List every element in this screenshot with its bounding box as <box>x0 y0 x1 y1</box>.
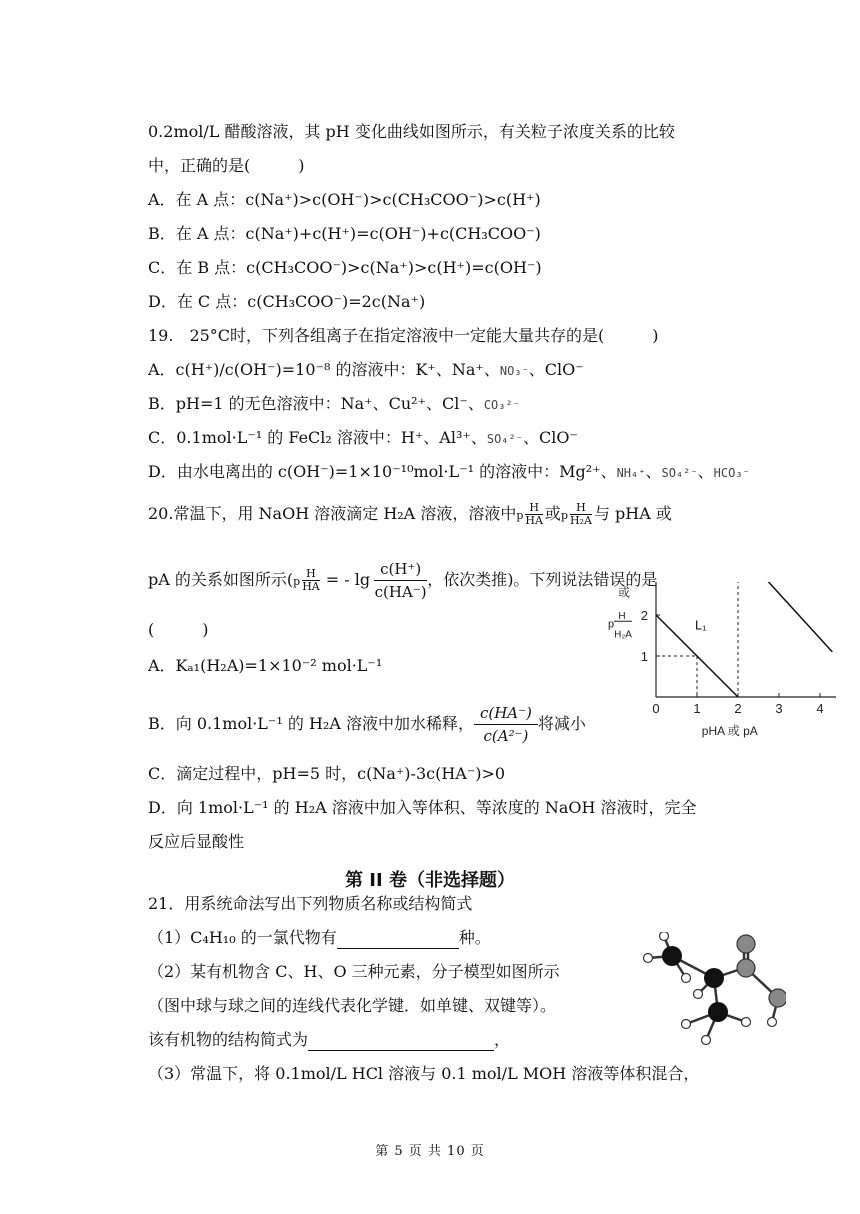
p-symbol: p <box>293 575 301 588</box>
q20-stem-tail: 与 pHA 或 <box>593 504 672 523</box>
q20-option-b <box>148 702 586 747</box>
neg-log: = - lg <box>325 570 371 589</box>
q18-stem-line2: 中，正确的是( ) <box>148 156 305 175</box>
q20-option-a: A．Kₐ₁(H₂A)=1×10⁻² mol·L⁻¹ <box>148 656 383 675</box>
y-axis-label-p2: p <box>608 618 615 631</box>
x-tick-label: 1 <box>693 701 701 716</box>
series-label-l1: L₁ <box>694 617 707 633</box>
sulfate-ion-2: SO₄²⁻ <box>661 466 698 480</box>
q19-d-text: D．由水电离出的 c(OH⁻)=1×10⁻¹⁰mol·L⁻¹ 的溶液中：Mg²⁺、 <box>148 462 617 481</box>
molecule-model-image <box>636 932 786 1052</box>
def-denominator: c(HA⁻) <box>374 583 427 601</box>
q18-option-d: D．在 C 点：c(CH₃COO⁻)=2c(Na⁺) <box>148 292 426 311</box>
y-tick-label: 2 <box>640 608 648 623</box>
q19-c-text: C．0.1mol·L⁻¹ 的 FeCl₂ 溶液中：H⁺、Al³⁺、 <box>148 428 487 447</box>
ammonium-ion: NH₄⁺ <box>616 466 646 480</box>
x-tick-label: 2 <box>734 701 742 716</box>
q20-stem-line1 <box>148 502 672 527</box>
q19-a-tail: 、ClO⁻ <box>528 360 584 379</box>
b-numerator: c(HA⁻) <box>474 702 538 725</box>
q20-chart <box>596 582 836 742</box>
q21-part2-line2: （图中球与球之间的连线代表化学键．如单键、双键等）。 <box>148 996 557 1015</box>
frac-den: HA <box>525 514 543 527</box>
y-axis-label-num2: H <box>618 611 626 623</box>
q21-part2-line3 <box>148 1030 510 1051</box>
p-symbol: p <box>516 509 524 522</box>
separator: 、 <box>645 462 662 481</box>
q19-option-b <box>148 394 520 415</box>
q19-option-c <box>148 428 578 449</box>
q18-option-c: C．在 B 点：c(CH₃COO⁻)>c(Na⁺)>c(H⁺)=c(OH⁻) <box>148 258 542 277</box>
q21-stem: 21．用系统命法写出下列物质名称或结构简式 <box>148 894 473 913</box>
bicarbonate-ion: HCO₃⁻ <box>713 466 750 480</box>
q19-a-text: A．c(H⁺)/c(OH⁻)=10⁻⁸ 的溶液中：K⁺、Na⁺、 <box>148 360 500 379</box>
definition-fraction <box>374 558 427 603</box>
q19-b-text: B．pH=1 的无色溶液中：Na⁺、Cu²⁺、Cl⁻、 <box>148 394 484 413</box>
frac-num: H <box>302 568 320 581</box>
answer-blank-2[interactable] <box>308 1030 494 1051</box>
fraction-h-over-ha <box>525 502 543 527</box>
q20-stem-line2 <box>148 558 657 603</box>
frac-den: HA <box>302 580 320 593</box>
series-line-2 <box>705 582 832 652</box>
q21-part1 <box>148 928 491 949</box>
answer-blank-1[interactable] <box>337 928 459 949</box>
q20-option-d-line2: 反应后显酸性 <box>148 832 245 851</box>
separator: 、 <box>697 462 714 481</box>
q21-part3: （3）常温下，将 0.1mol/L HCl 溶液与 0.1 mol/L MOH 溶液等体积混合， <box>148 1064 700 1083</box>
fraction-h-over-h2a <box>570 502 592 527</box>
or-word: 或 <box>544 504 561 523</box>
section-title: 第 II 卷（非选择题） <box>345 870 515 891</box>
frac-num: H <box>525 502 543 515</box>
x-tick-label: 3 <box>775 701 783 716</box>
page-footer: 第 5 页 共 10 页 <box>375 1144 485 1159</box>
b-denominator: c(A²⁻) <box>483 727 529 745</box>
frac-num: H <box>570 502 592 515</box>
x-axis-title: pHA 或 pA <box>701 724 758 738</box>
q20-stem2-tail: ，依次类推)。下列说法错误的是 <box>427 570 658 589</box>
y-axis-label-den2: H₂A <box>614 629 632 641</box>
q21-p1-tail: 种。 <box>458 928 491 947</box>
carbonate-ion: CO₃²⁻ <box>483 398 520 412</box>
y-axis-label-or: 或 <box>617 585 631 600</box>
def-numerator: c(H⁺) <box>374 558 427 581</box>
x-tick-label: 0 <box>652 701 660 716</box>
q19-stem: 19. 25°C时，下列各组离子在指定溶液中一定能大量共存的是( ) <box>148 326 659 345</box>
q20-option-c: C．滴定过程中，pH=5 时，c(Na⁺)-3c(HA⁻)>0 <box>148 764 506 783</box>
q19-option-d <box>148 462 750 483</box>
y-tick-label: 1 <box>640 649 648 664</box>
q19-option-a <box>148 360 584 381</box>
frac-den: H₂A <box>569 514 592 527</box>
nitrate-ion: NO₃⁻ <box>499 364 529 378</box>
q21-p1-text: （1）C₄H₁₀ 的一氯代物有 <box>148 928 337 947</box>
fraction-h-over-ha <box>302 568 320 593</box>
q20-answer-paren: ( ) <box>148 620 209 639</box>
q20-stem-text: 20.常温下，用 NaOH 溶液滴定 H₂A 溶液，溶液中 <box>148 504 517 523</box>
q20-stem2-text: pA 的关系如图所示( <box>148 570 294 589</box>
q21-p2-text: 该有机物的结构简式为 <box>148 1030 309 1049</box>
q18-option-a: A．在 A 点：c(Na⁺)>c(OH⁻)>c(CH₃COO⁻)>c(H⁺) <box>148 190 541 209</box>
q20-b-text: B．向 0.1mol·L⁻¹ 的 H₂A 溶液中加水稀释， <box>148 714 474 733</box>
p-symbol: p <box>560 509 568 522</box>
q20-b-tail: 将减小 <box>537 714 586 733</box>
q18-stem-line1: 0.2mol/L 醋酸溶液，其 pH 变化曲线如图所示，有关粒子浓度关系的比较 <box>148 122 675 141</box>
b-fraction <box>474 702 538 747</box>
sulfate-ion: SO₄²⁻ <box>486 432 523 446</box>
q19-c-tail: 、ClO⁻ <box>522 428 578 447</box>
q21-p2-tail: ， <box>494 1030 511 1049</box>
q21-part2-line1: （2）某有机物含 C、H、O 三种元素，分子模型如图所示 <box>148 962 560 981</box>
q20-option-d-line1: D．向 1mol·L⁻¹ 的 H₂A 溶液中加入等体积、等浓度的 NaOH 溶液时，完全 <box>148 798 697 817</box>
x-tick-label: 4 <box>816 701 824 716</box>
q18-option-b: B．在 A 点：c(Na⁺)+c(H⁺)=c(OH⁻)+c(CH₃COO⁻) <box>148 224 541 243</box>
